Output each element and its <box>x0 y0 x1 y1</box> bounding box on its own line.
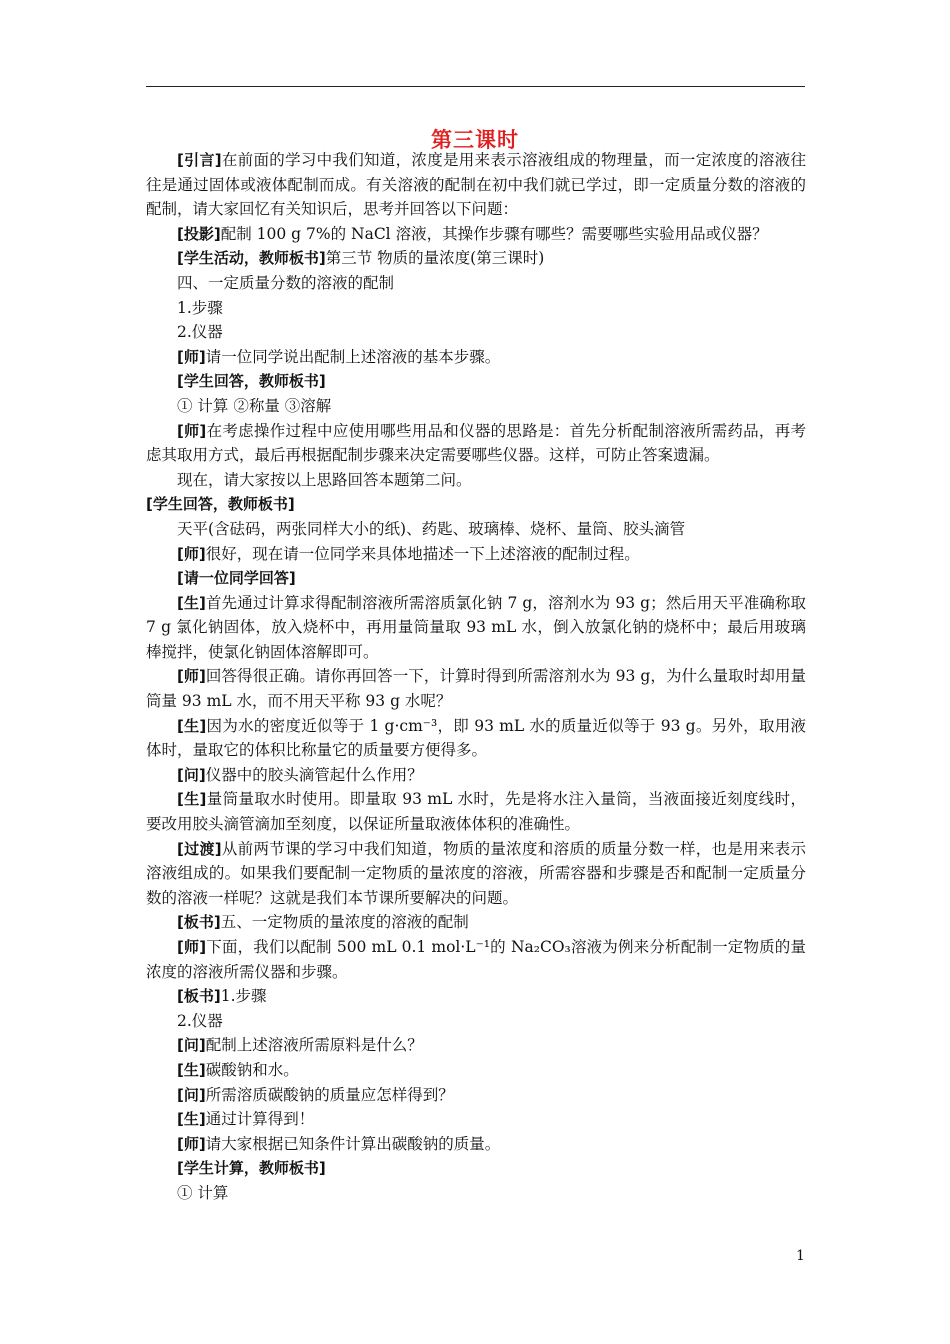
speaker-tag: [问] <box>177 1036 206 1055</box>
paragraph <box>146 1033 806 1058</box>
paragraph <box>146 837 806 911</box>
paragraph <box>146 1156 806 1181</box>
speaker-tag: [学生回答，教师板书] <box>177 372 326 391</box>
speaker-tag: [请一位同学回答] <box>177 569 296 588</box>
speaker-tag: [问] <box>177 765 206 784</box>
paragraph-text: 回答得很正确。请你再回答一下，计算时得到所需溶剂水为 93 g，为什么量取时却用量筒量 93 mL 水，而不用天平称 93 g 水呢？ <box>146 667 806 711</box>
paragraph <box>146 246 806 271</box>
paragraph <box>146 517 806 542</box>
paragraph-text: 首先通过计算求得配制溶液所需溶质氯化钠 7 g，溶剂水为 93 g；然后用天平准确称取 7 g 氯化钠固体，放入烧杯中，再用量筒量取 93 mL 水，倒入放氯化钠的烧杯中；最后用玻璃棒搅拌，使氯化钠固体溶解即可。 <box>146 593 807 661</box>
paragraph-text: 四、一定质量分数的溶液的配制 <box>177 273 395 292</box>
paragraph-text: 天平(含砝码，两张同样大小的纸)、药匙、玻璃棒、烧杯、量筒、胶头滴管 <box>177 519 686 538</box>
paragraph-text: 所需溶质碳酸钠的质量应怎样得到？ <box>205 1085 454 1104</box>
speaker-tag: [过渡] <box>177 839 222 858</box>
paragraph <box>146 1009 806 1034</box>
paragraph <box>146 1083 806 1108</box>
paragraph <box>146 935 806 984</box>
speaker-tag: [师] <box>177 938 207 956</box>
paragraph <box>146 148 806 222</box>
paragraph-text: 现在，请大家按以上思路回答本题第二问。 <box>177 470 472 489</box>
speaker-tag: [生] <box>177 593 206 612</box>
paragraph <box>146 1132 806 1157</box>
paragraph-text: 仪器中的胶头滴管起什么作用？ <box>205 765 423 784</box>
speaker-tag: [生] <box>177 716 207 735</box>
paragraph <box>146 787 806 836</box>
paragraph-text: 请一位同学说出配制上述溶液的基本步骤。 <box>205 347 501 366</box>
paragraph-text: 第三节 物质的量浓度(第三课时) <box>325 249 545 268</box>
paragraph-text: 通过计算得到！ <box>205 1110 315 1129</box>
speaker-tag: [师] <box>177 1134 206 1153</box>
paragraph <box>146 984 806 1009</box>
paragraph <box>146 566 806 591</box>
paragraph <box>146 763 806 788</box>
speaker-tag: [师] <box>177 667 206 686</box>
paragraph-text: ① 计算 <box>177 1183 229 1202</box>
paragraph <box>146 369 806 394</box>
paragraph <box>146 714 806 763</box>
paragraph-text: ① 计算 ②称量 ③溶解 <box>177 396 332 415</box>
paragraph <box>146 591 806 665</box>
speaker-tag: [生] <box>177 1110 206 1129</box>
paragraph-text: 量筒量取水时使用。即量取 93 mL 水时，先是将水注入量筒，当液面接近刻度线时，要改用胶头滴管滴加至刻度，以保证所量取液体体积的准确性。 <box>146 790 806 834</box>
speaker-tag: [师] <box>177 347 206 366</box>
speaker-tag: [板书] <box>177 913 221 932</box>
speaker-tag: [学生活动，教师板书] <box>177 249 326 268</box>
paragraph <box>146 320 806 345</box>
paragraph-text: 1.步骤 <box>177 298 223 317</box>
paragraph <box>146 1058 806 1083</box>
paragraph-text: 配制 100 g 7%的 NaCl 溶液，其操作步骤有哪些？需要哪些实验用品或仪器？ <box>220 224 768 243</box>
speaker-tag: [师] <box>177 544 206 563</box>
paragraph <box>146 910 806 935</box>
paragraph-text: 很好，现在请一位同学来具体地描述一下上述溶液的配制过程。 <box>205 544 640 563</box>
paragraph-text: 五、一定物质的量浓度的溶液的配制 <box>220 913 469 932</box>
speaker-tag: [生] <box>177 790 207 809</box>
paragraph-text: 在考虑操作过程中应使用哪些用品和仪器的思路是：首先分析配制溶液所需药品，再考虑其取用方式，最后再根据配制步骤来决定需要哪些仪器。这样，可防止答案遗漏。 <box>146 421 806 465</box>
paragraph-text: 下面，我们以配制 500 mL 0.1 mol·L⁻¹的 Na₂CO₃溶液为例来分析配制一定物质的量浓度的溶液所需仪器和步骤。 <box>146 938 806 981</box>
paragraph-text: 1.步骤 <box>220 987 267 1006</box>
paragraph-text: 因为水的密度近似等于 1 g·cm⁻³，即 93 mL 水的质量近似等于 93 g。另外，取用液体时，量取它的体积比称量它的质量要方便得多。 <box>146 716 806 760</box>
paragraph-text: 2.仪器 <box>177 323 223 342</box>
speaker-tag: [师] <box>177 421 207 440</box>
speaker-tag: [投影] <box>177 224 221 243</box>
paragraph <box>146 222 806 247</box>
paragraph <box>146 271 806 296</box>
speaker-tag: [生] <box>177 1060 206 1079</box>
paragraph <box>146 296 806 321</box>
paragraph <box>146 492 806 517</box>
paragraph-text: 配制上述溶液所需原料是什么？ <box>205 1036 423 1055</box>
speaker-tag: [板书] <box>177 987 221 1006</box>
header-rule <box>146 86 805 87</box>
paragraph-text: 碳酸钠和水。 <box>205 1060 299 1079</box>
paragraph <box>146 419 806 468</box>
paragraph <box>146 542 806 567</box>
speaker-tag: [引言] <box>177 151 222 169</box>
paragraph <box>146 1181 806 1206</box>
speaker-tag: [问] <box>177 1085 206 1104</box>
paragraph <box>146 468 806 493</box>
paragraph-text: 从前两节课的学习中我们知道，物质的量浓度和溶质的质量分数一样，也是用来表示溶液组成的。如果我们要配制一定物质的量浓度的溶液，所需容器和步骤是否和配制一定质量分数的溶液一样呢？这就是我们本节课所要解决的问题。 <box>146 839 806 907</box>
paragraph <box>146 394 806 419</box>
speaker-tag: [学生回答，教师板书] <box>146 495 295 514</box>
paragraph-text: 在前面的学习中我们知道，浓度是用来表示溶液组成的物理量，而一定浓度的溶液往往是通过固体或液体配制而成。有关溶液的配制在初中我们就已学过，即一定质量分数的溶液的配制，请大家回忆有关知识后，思考并回答以下问题： <box>146 151 806 219</box>
document-body <box>146 148 806 1206</box>
paragraph <box>146 345 806 370</box>
page-number: 1 <box>796 1248 805 1264</box>
paragraph-text: 2.仪器 <box>177 1011 223 1030</box>
speaker-tag: [学生计算，教师板书] <box>177 1159 326 1178</box>
paragraph <box>146 664 806 713</box>
paragraph-text: 请大家根据已知条件计算出碳酸钠的质量。 <box>205 1134 501 1153</box>
paragraph <box>146 1107 806 1132</box>
page-title: 第三课时 <box>431 128 519 152</box>
